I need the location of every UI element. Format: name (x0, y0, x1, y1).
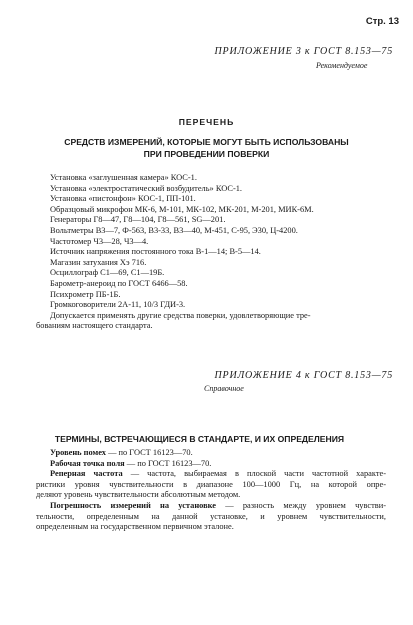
allowance-line-1: Допускается применять другие средства поверки, удовлетворяющие тре- (50, 310, 311, 320)
term: Реперная частота (50, 469, 123, 479)
definition-text: — по ГОСТ 16123—70. (124, 458, 212, 468)
definition-line (36, 469, 386, 480)
list-item: Установка «пистонфон» КОС-1, ПП-101. (50, 194, 196, 204)
instrument-list (36, 173, 386, 332)
list-heading: ПЕРЕЧЕНЬ (178, 117, 235, 127)
list-item: Установка «заглушенная камера» КОС-1. (50, 173, 197, 182)
list-subheading-line-1: СРЕДСТВ ИЗМЕРЕНИЙ, КОТОРЫЕ МОГУТ БЫТЬ ИСПОЛЬЗОВАНЫ (64, 137, 349, 147)
term: Погрешность измерений на установке (50, 500, 216, 510)
list-item: Вольтметры В3—7, Ф-563, В3-33, В3—40, М-451, С-95, Э30, Ц-4200. (50, 225, 298, 235)
page-number: Стр. 13 (365, 16, 399, 27)
list-item: Генераторы Г8—47, Г8—104, Г8—561, SG—201. (50, 215, 226, 225)
list-item: Частотомер Ч3—28, Ч3—4. (50, 236, 149, 246)
definition-text: — разность между уровнем чувстви- (216, 500, 387, 510)
allowance-line-2: бованиям настоящего стандарта. (36, 321, 153, 331)
list-subheading-line-2: ПРИ ПРОВЕДЕНИИ ПОВЕРКИ (143, 149, 270, 159)
list-item: Установка «электростатический возбудитель» КОС-1. (50, 183, 243, 193)
term: Уровень помех (50, 448, 106, 457)
list-item: Магазин затухания Хэ 716. (50, 257, 147, 267)
list-item: Громкоговорители 2А-11, 10/3 ГДИ-3. (50, 300, 186, 310)
terms-heading: ТЕРМИНЫ, ВСТРЕЧАЮЩИЕСЯ В СТАНДАРТЕ, И ИХ ОПРЕДЕЛЕНИЯ (54, 434, 345, 444)
appendix-3-note: Рекомендуемое (316, 61, 368, 70)
appendix-4-title: ПРИЛОЖЕНИЕ 4 к ГОСТ 8.153—75 (214, 370, 393, 381)
definition-line: ристики уровня чувствительности в диапазоне 100—1000 Гц, на которой опре- (36, 479, 386, 489)
definition-line (36, 459, 386, 470)
definition-text: — по ГОСТ 16123—70. (105, 448, 193, 457)
list-item: Образцовый микрофон МК-6, М-101, МК-102, МК-201, М-201, МИК-6М. (50, 204, 314, 214)
definition-text: — частота, выбираемая в плоской части частотной характе- (122, 469, 386, 479)
term: Рабочая точка поля (50, 458, 125, 468)
definition-line: деляют уровень чувствительности абсолютным методом. (36, 490, 241, 500)
definition-line: определенным на государственном первичном эталоне. (36, 522, 234, 532)
definition-line: тельности, определенным на данной установке, и уровнем чувствительности, (36, 511, 386, 521)
list-item: Источник напряжения постоянного тока В-1—14; В-5—14. (50, 247, 261, 257)
list-item: Осциллограф С1—69, С1—19Б. (50, 268, 165, 278)
definitions (36, 448, 386, 533)
definition-line (36, 501, 386, 512)
appendix-3-title: ПРИЛОЖЕНИЕ 3 к ГОСТ 8.153—75 (214, 46, 393, 57)
appendix-4-note: Справочное (204, 384, 244, 393)
definition-line (36, 448, 386, 459)
list-item: Барометр-анероид по ГОСТ 6466—58. (50, 278, 188, 288)
list-item: Психрометр ПБ-1Б. (50, 289, 121, 299)
